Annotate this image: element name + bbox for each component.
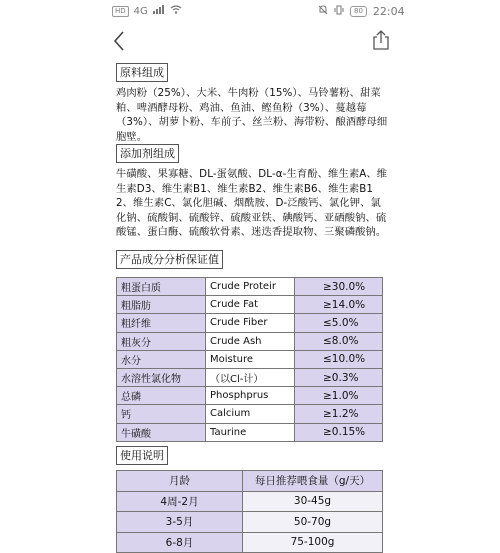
share-button[interactable] (370, 28, 392, 52)
analysis-name-en: Crude Fiber (206, 314, 295, 332)
usage-amount: 75-100g (243, 532, 383, 553)
analysis-name-en: Crude Fat (206, 296, 295, 314)
mute-icon (318, 5, 328, 18)
chevron-left-icon (108, 28, 132, 54)
usage-amount: 30-45g (243, 491, 383, 512)
status-right (318, 5, 405, 18)
analysis-value: ≥0.3% (295, 368, 383, 386)
usage-row (117, 532, 383, 553)
analysis-name-cn: 粗灰分 (117, 332, 206, 350)
analysis-row (117, 278, 383, 296)
analysis-name-en: Moisture (206, 350, 295, 368)
analysis-value: ≥1.0% (295, 387, 383, 405)
usage-age: 3-5月 (117, 512, 243, 533)
analysis-value: ≥0.15% (295, 423, 383, 441)
usage-row (117, 491, 383, 512)
additives-text: 牛磺酸、果寡糖、DL-蛋氨酸、DL-α-生育酚、维生素A、维生素D3、维生素B1、维生素B2、维生素B6、维生素B12、维生素C、氯化胆碱、烟酰胺、D-泛酸钙、氯化钾、氯化钠、硫酸铜、硫酸锌、硫酸亚铁、碘酸钙、亚硒酸钠、硫酸锰、蛋白酶、硫酸软骨素、迷迭香提取物、三聚磷酸钠。 (116, 168, 388, 238)
usage-age: 4周-2月 (117, 491, 243, 512)
analysis-name-cn: 粗蛋白质 (117, 278, 206, 296)
usage-row (117, 512, 383, 533)
analysis-name-en: Phosphprus (206, 387, 295, 405)
back-button[interactable] (108, 28, 132, 54)
usage-amount: 50-70g (243, 512, 383, 533)
usage-age: 6-8月 (117, 532, 243, 553)
analysis-name-en: Crude Proteir (206, 278, 295, 296)
status-left (112, 5, 182, 17)
analysis-value: ≤10.0% (295, 350, 383, 368)
analysis-value: ≥14.0% (295, 296, 383, 314)
wifi-icon (170, 5, 182, 17)
analysis-row (117, 405, 383, 423)
analysis-heading: 产品成分分析保证值 (116, 250, 223, 269)
usage-heading: 使用说明 (116, 446, 168, 465)
analysis-row (117, 332, 383, 350)
analysis-name-cn: 水分 (117, 350, 206, 368)
vibrate-icon (334, 5, 344, 18)
analysis-row (117, 314, 383, 332)
analysis-name-cn: 粗脂肪 (117, 296, 206, 314)
status-bar (0, 0, 500, 22)
analysis-name-cn: 粗纤维 (117, 314, 206, 332)
additives-heading: 添加剂组成 (116, 144, 179, 163)
analysis-name-en: Taurine (206, 423, 295, 441)
usage-table (116, 470, 383, 553)
usage-col-age: 月龄 (117, 471, 243, 492)
analysis-row (117, 368, 383, 386)
analysis-row (117, 387, 383, 405)
analysis-name-en: Calcium (206, 405, 295, 423)
usage-col-amount: 每日推荐喂食量（g/天） (243, 471, 383, 492)
ingredients-heading: 原料组成 (116, 63, 168, 82)
usage-header-row (117, 471, 383, 492)
analysis-value: ≥30.0% (295, 278, 383, 296)
analysis-name-cn: 牛磺酸 (117, 423, 206, 441)
analysis-value: ≥1.2% (295, 405, 383, 423)
analysis-name-en: （以Cl-计） (206, 368, 295, 386)
battery-indicator: 80 (350, 6, 367, 17)
analysis-name-cn: 水溶性氯化物 (117, 368, 206, 386)
analysis-row (117, 423, 383, 441)
ingredients-text: 鸡肉粉（25%）、大米、牛肉粉（15%）、马铃薯粉、甜菜粕、啤酒酵母粉、鸡油、鱼油、鲣鱼粉（3%）、蔓越莓（3%）、胡萝卜粉、车前子、丝兰粉、海带粉、酿酒酵母细胞壁。 (116, 87, 388, 143)
analysis-value: ≤8.0% (295, 332, 383, 350)
analysis-row (117, 350, 383, 368)
hd-badge: HD (112, 6, 129, 17)
analysis-value: ≤5.0% (295, 314, 383, 332)
analysis-name-cn: 总磷 (117, 387, 206, 405)
share-icon (370, 28, 392, 52)
clock: 22:04 (372, 5, 405, 18)
analysis-table (116, 277, 383, 442)
network-label: 4G (133, 5, 148, 17)
analysis-name-en: Crude Ash (206, 332, 295, 350)
analysis-name-cn: 钙 (117, 405, 206, 423)
signal-icon (153, 5, 165, 17)
analysis-row (117, 296, 383, 314)
